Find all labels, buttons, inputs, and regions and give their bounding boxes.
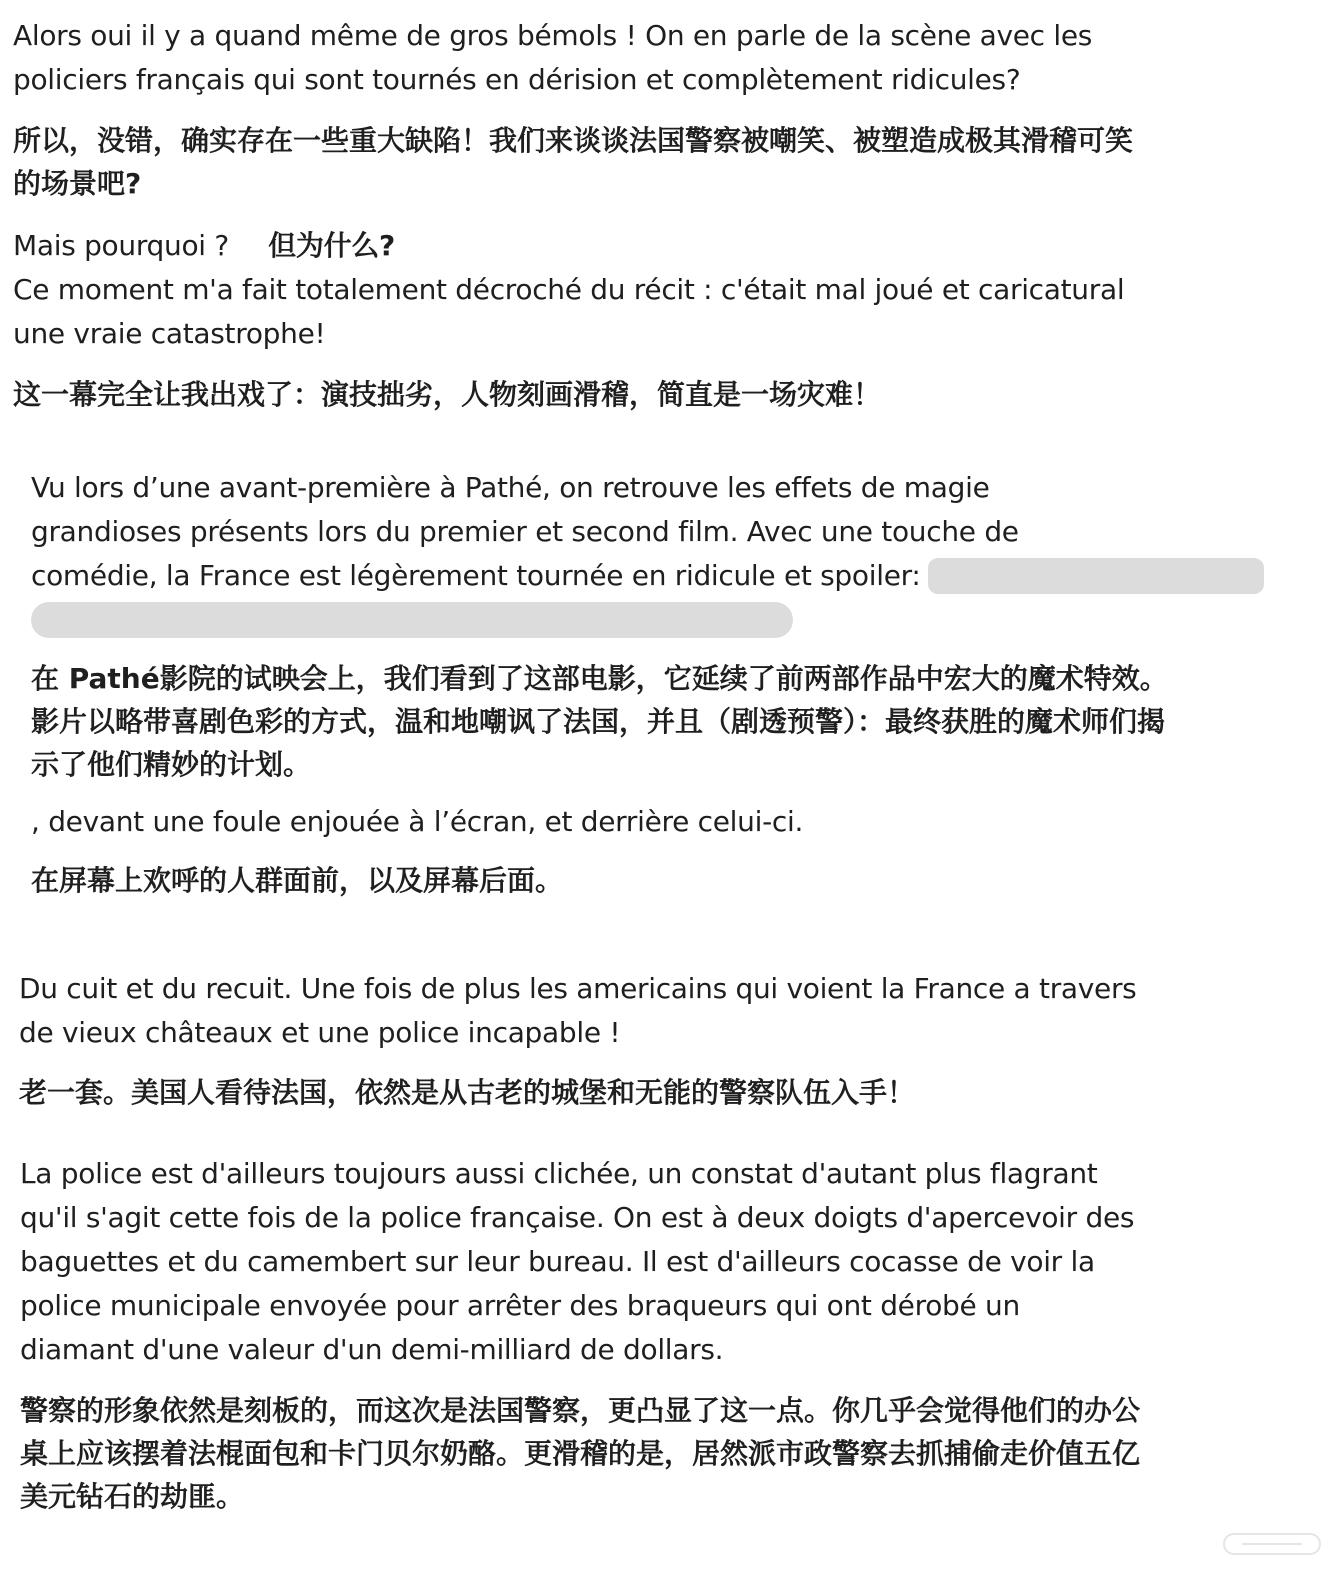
text-line: comédie, la France est légèrement tournée en ridicule et spoiler: bbox=[31, 559, 921, 592]
text-line: de vieux châteaux et une police incapable ! bbox=[19, 1016, 621, 1049]
text-line: qu'il s'agit cette fois de la police française. On est à deux doigts d'apercevoir des bbox=[20, 1201, 1135, 1234]
spoiler-redaction-bar[interactable] bbox=[928, 558, 1264, 594]
paragraph-fr bbox=[19, 967, 1340, 1055]
section-3-translation bbox=[0, 657, 1340, 902]
text-line: 桌上应该摆着法棍面包和卡门贝尔奶酪。更滑稽的是，居然派市政警察去抓捕偷走价值五亿 bbox=[20, 1437, 1141, 1470]
paragraph-zh bbox=[31, 657, 1340, 786]
text-line: 示了他们精妙的计划。 bbox=[31, 748, 312, 781]
text-line: 在 Pathé影院的试映会上，我们看到了这部电影，它延续了前两部作品中宏大的魔术特效。 bbox=[31, 662, 1168, 695]
text-line: policiers français qui sont tournés en dérision et complètement ridicules? bbox=[13, 63, 1021, 96]
question-line bbox=[13, 224, 1340, 268]
text-line: Alors oui il y a quand même de gros bémols ! On en parle de la scène avec les bbox=[13, 19, 1093, 52]
text-line: , devant une foule enjouée à l’écran, et derrière celui-ci. bbox=[31, 805, 804, 838]
question-fr: Mais pourquoi ? bbox=[13, 229, 229, 262]
text-line: Ce moment m'a fait totalement décroché du récit : c'était mal joué et caricatural bbox=[13, 273, 1125, 306]
text-line: 在屏幕上欢呼的人群面前，以及屏幕后面。 bbox=[31, 864, 564, 897]
paragraph-zh bbox=[20, 1389, 1340, 1518]
paragraph-fr-tail bbox=[31, 800, 1340, 844]
paragraph-zh bbox=[19, 1071, 1340, 1114]
text-line: 所以，没错，确实存在一些重大缺陷！我们来谈谈法国警察被嘲笑、被塑造成极其滑稽可笑 bbox=[13, 124, 1134, 157]
paragraph-fr bbox=[13, 14, 1340, 102]
paragraph-zh bbox=[13, 119, 1340, 205]
spoiler-redaction-bar[interactable] bbox=[31, 602, 793, 638]
text-line: diamant d'une valeur d'un demi-milliard de dollars. bbox=[20, 1333, 724, 1366]
text-line: baguettes et du camembert sur leur bureau. Il est d'ailleurs cocasse de voir la bbox=[20, 1245, 1095, 1278]
section-2 bbox=[0, 224, 1340, 416]
text-line: 警察的形象依然是刻板的，而这次是法国警察，更凸显了这一点。你几乎会觉得他们的办公 bbox=[20, 1394, 1141, 1427]
text-line: police municipale envoyée pour arrêter des braqueurs qui ont dérobé un bbox=[20, 1289, 1020, 1322]
text-line: 这一幕完全让我出戏了：演技拙劣，人物刻画滑稽，简直是一场灾难！ bbox=[13, 378, 882, 411]
paragraph-fr bbox=[20, 1152, 1340, 1372]
text-line: La police est d'ailleurs toujours aussi clichée, un constat d'autant plus flagrant bbox=[20, 1157, 1098, 1190]
question-zh: 但为什么? bbox=[268, 229, 395, 262]
paragraph-fr bbox=[13, 224, 1340, 356]
text-line: 的场景吧? bbox=[13, 167, 142, 200]
text-line: Du cuit et du recuit. Une fois de plus les americains qui voient la France a travers bbox=[19, 972, 1137, 1005]
paragraph-zh-tail bbox=[31, 859, 1340, 902]
paragraph-zh bbox=[13, 373, 1340, 416]
section-1 bbox=[0, 14, 1340, 205]
text-line: 影片以略带喜剧色彩的方式，温和地嘲讽了法国，并且（剧透预警）：最终获胜的魔术师们揭 bbox=[31, 705, 1166, 738]
text-line: une vraie catastrophe! bbox=[13, 317, 326, 350]
text-line: grandioses présents lors du premier et second film. Avec une touche de bbox=[31, 515, 1019, 548]
section-5 bbox=[0, 1152, 1340, 1518]
section-4 bbox=[0, 967, 1340, 1114]
text-line: 美元钻石的劫匪。 bbox=[20, 1480, 245, 1513]
watermark-icon bbox=[1222, 1530, 1322, 1558]
text-line: 老一套。美国人看待法国，依然是从古老的城堡和无能的警察队伍入手！ bbox=[19, 1076, 916, 1109]
text-line: Vu lors d’une avant-première à Pathé, on retrouve les effets de magie bbox=[31, 471, 990, 504]
